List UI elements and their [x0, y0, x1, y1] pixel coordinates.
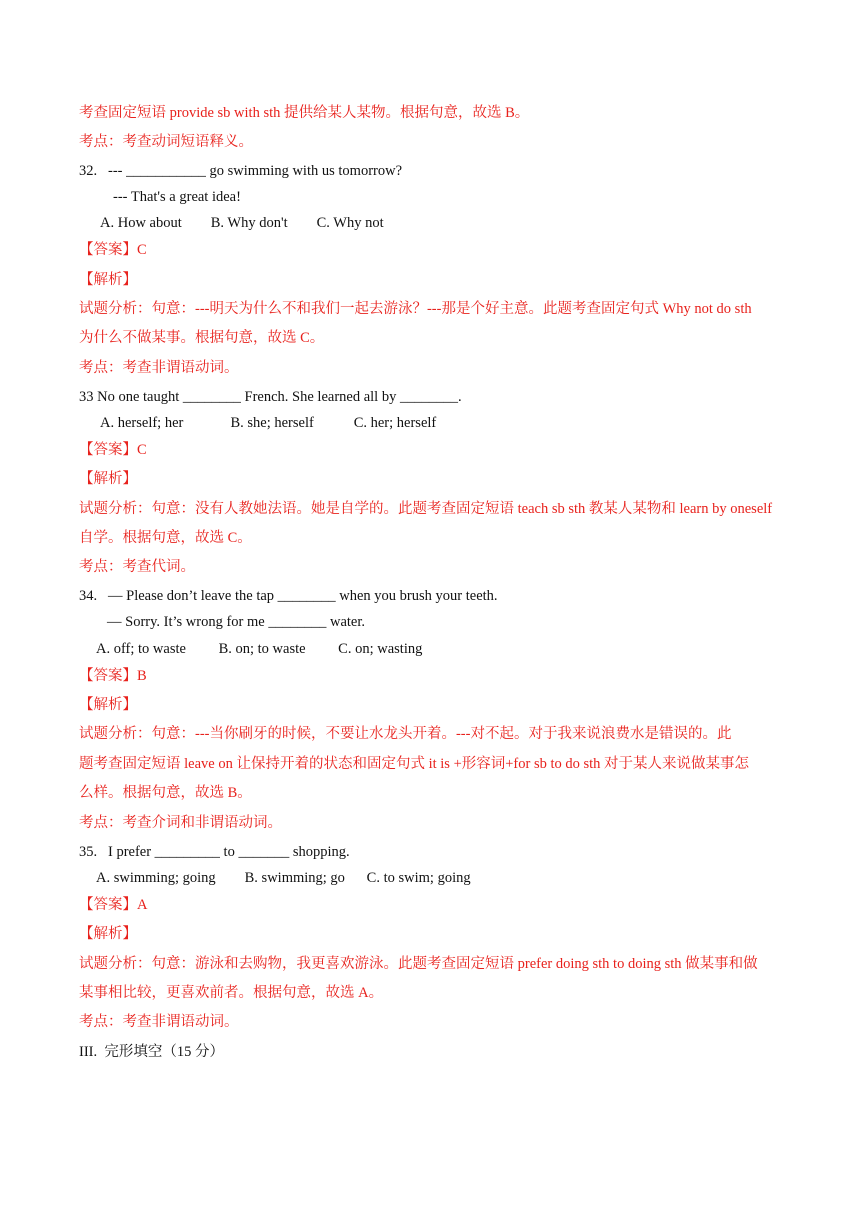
- explanation-32-line-2: 为什么不做某事。根据句意，故选 C。: [79, 330, 325, 346]
- analysis-heading-33: 【解析】: [79, 471, 137, 487]
- question-33: 33 No one taught ________ French. She learned all by ________.: [79, 389, 462, 405]
- explanation-33-line-1: 试题分析：句意：没有人教她法语。她是自学的。此题考查固定短语 teach sb sth 教某人某物和 learn by oneself: [79, 501, 773, 517]
- section-heading: III. 完形填空（15 分）: [79, 1044, 224, 1060]
- explanation-35-line-2: 某事相比较，更喜欢前者。根据句意，故选 A。: [79, 985, 384, 1001]
- question-32: 32. --- ___________ go swimming with us tomorrow?: [79, 163, 403, 179]
- question-32-options: A. How about B. Why don't C. Why not: [100, 215, 384, 231]
- question-32-response: --- That's a great idea!: [113, 189, 241, 205]
- explanation-35-line-1: 试题分析：句意：游泳和去购物，我更喜欢游泳。此题考查固定短语 prefer doing sth to doing sth 做某事和做: [79, 956, 758, 972]
- question-34-options: A. off; to waste B. on; to waste C. on; wasting: [96, 641, 423, 657]
- analysis-heading-32: 【解析】: [79, 272, 137, 288]
- explanation-32-line-1: 试题分析：句意：---明天为什么不和我们一起去游泳？---那是个好主意。此题考查固定句式 Why not do sth: [79, 301, 752, 317]
- answer-33: 【答案】C: [79, 442, 147, 458]
- answer-34: 【答案】B: [79, 668, 147, 684]
- question-34: 34. — Please don’t leave the tap ________ when you brush your teeth.: [79, 588, 498, 604]
- explanation-34-line-1: 试题分析：句意：---当你刷牙的时候，不要让水龙头开着。---对不起。对于我来说浪费水是错误的。此: [79, 726, 732, 742]
- keypoint-35: 考点：考查非谓语动词。: [79, 1014, 239, 1030]
- keypoint-line: 考点：考查动词短语释义。: [79, 134, 253, 150]
- analysis-heading-34: 【解析】: [79, 697, 137, 713]
- analysis-heading-35: 【解析】: [79, 926, 137, 942]
- question-35: 35. I prefer _________ to _______ shopping.: [79, 844, 350, 860]
- question-33-options: A. herself; her B. she; herself C. her; herself: [100, 415, 437, 431]
- answer-32: 【答案】C: [79, 242, 147, 258]
- explanation-34-line-2: 题考查固定短语 leave on 让保持开着的状态和固定句式 it is +形容词+for sb to do sth 对于某人来说做某事怎: [79, 756, 750, 772]
- question-35-options: A. swimming; going B. swimming; go C. to swim; going: [96, 870, 471, 886]
- answer-35: 【答案】A: [79, 897, 148, 913]
- question-34-response: — Sorry. It’s wrong for me ________ water.: [107, 614, 366, 630]
- explanation-line: 考查固定短语 provide sb with sth 提供给某人某物。根据句意，故选 B。: [79, 105, 530, 121]
- explanation-33-line-2: 自学。根据句意，故选 C。: [79, 530, 252, 546]
- keypoint-34: 考点：考查介词和非谓语动词。: [79, 815, 282, 831]
- keypoint-32: 考点：考查非谓语动词。: [79, 360, 239, 376]
- explanation-34-line-3: 么样。根据句意，故选 B。: [79, 785, 252, 801]
- keypoint-33: 考点：考查代词。: [79, 559, 195, 575]
